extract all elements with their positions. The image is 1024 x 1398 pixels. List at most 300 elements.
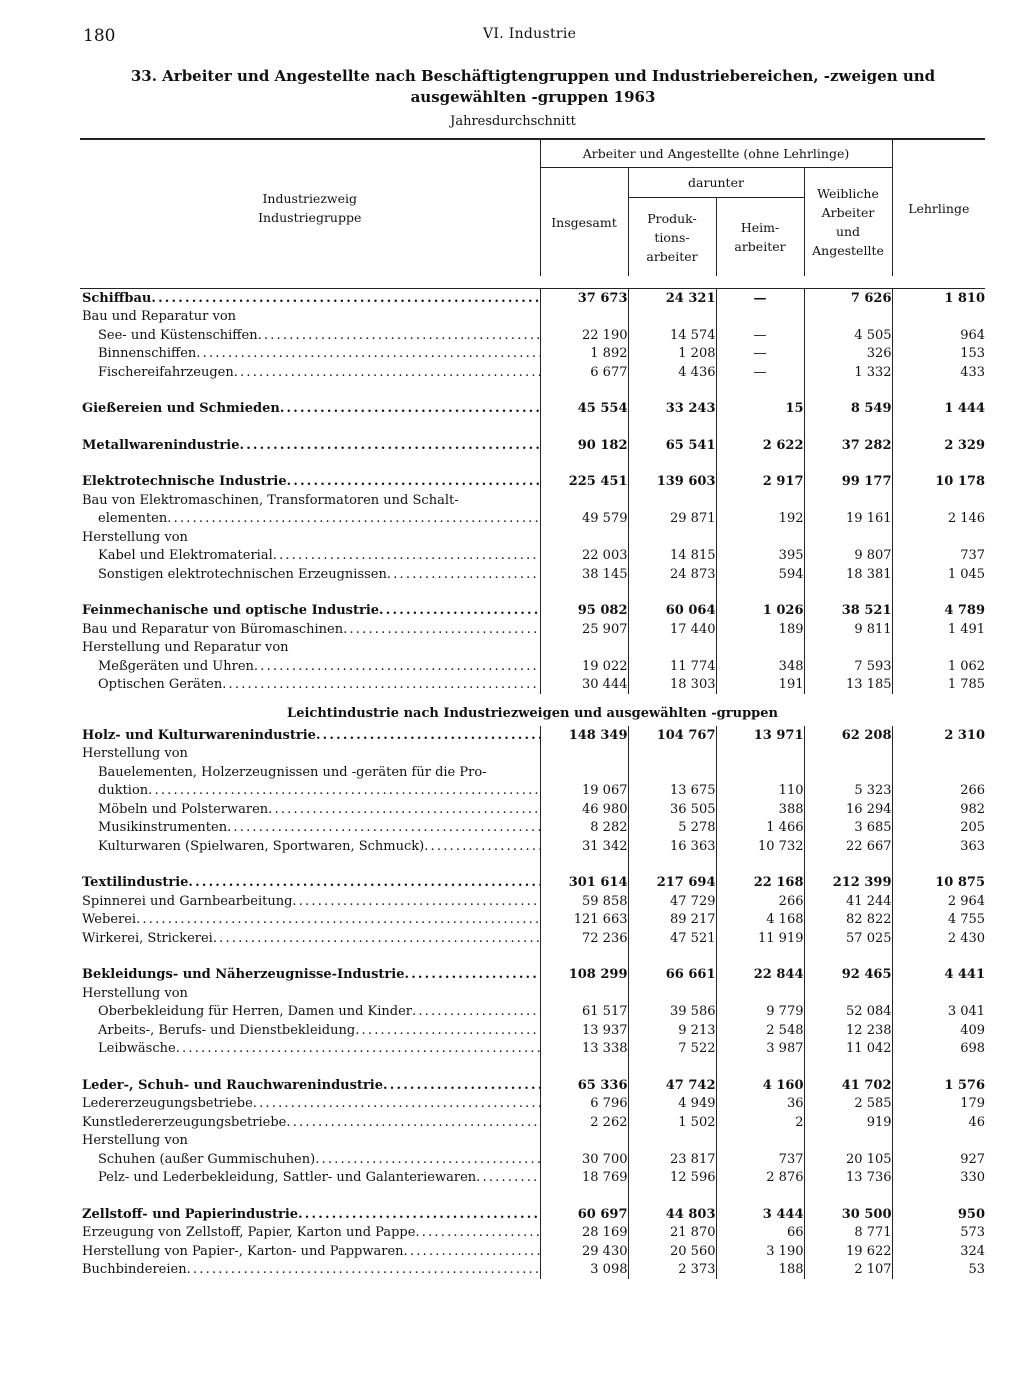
dot-leader: [298, 1206, 539, 1223]
dot-leader: [167, 510, 539, 527]
row-label-text: Herstellung von Papier-, Karton- und Pappwaren: [82, 1243, 404, 1259]
spacer-row: [80, 948, 985, 966]
row-label: [80, 1150, 540, 1169]
cell-weiblich: 4 505: [804, 326, 892, 345]
row-label: [80, 763, 540, 782]
cell-weiblich: 99 177: [804, 473, 892, 492]
dot-leader: [404, 1243, 540, 1260]
cell-produktionsarbeiter: 23 817: [628, 1150, 716, 1169]
cell-lehrlinge: 46: [892, 1113, 985, 1132]
dot-leader: [412, 1003, 540, 1020]
column-header-produktionsarbeiter: Produk- tions- arbeiter: [628, 198, 716, 277]
cell-produktionsarbeiter: 16 363: [628, 837, 716, 856]
row-label: [80, 363, 540, 382]
row-label: [80, 289, 540, 308]
dot-leader: [355, 1022, 539, 1039]
row-label-text: duktion: [98, 783, 149, 799]
row-label: [80, 1132, 540, 1151]
cell-weiblich: 38 521: [804, 602, 892, 621]
cell-insgesamt: 30 700: [540, 1150, 628, 1169]
cell-insgesamt: 59 858: [540, 892, 628, 911]
cell-lehrlinge: 2 146: [892, 510, 985, 529]
row-label-text: Sonstigen elektrotechnischen Erzeugnissen: [98, 566, 387, 582]
table-header: [80, 139, 985, 289]
spacer-row: [80, 418, 985, 436]
cell-produktionsarbeiter: 65 541: [628, 436, 716, 455]
cell-weiblich: 9 807: [804, 547, 892, 566]
cell-produktionsarbeiter: 4 436: [628, 363, 716, 382]
cell-insgesamt: 30 444: [540, 676, 628, 695]
table-row: [80, 819, 985, 838]
row-label-text: Bekleidungs- und Näherzeugnisse-Industrie: [82, 967, 405, 983]
cell-weiblich: 8 549: [804, 400, 892, 419]
cell-weiblich: 41 244: [804, 892, 892, 911]
row-label-text: Bau von Elektromaschinen, Transformatoren und Schalt-: [82, 492, 459, 508]
spacer-cell: [80, 382, 540, 400]
row-label-text: Herstellung von: [82, 529, 188, 545]
row-label: [80, 510, 540, 529]
row-label-text: Bau und Reparatur von: [82, 309, 237, 325]
row-label: [80, 745, 540, 764]
cell-heimarbeiter: 22 168: [716, 874, 804, 893]
cell-weiblich: 3 685: [804, 819, 892, 838]
cell-lehrlinge: [892, 984, 985, 1003]
row-label-text: Metallwarenindustrie: [82, 437, 240, 453]
cell-weiblich: 13 736: [804, 1169, 892, 1188]
cell-insgesamt: 95 082: [540, 602, 628, 621]
table-row: [80, 874, 985, 893]
cell-lehrlinge: 2 329: [892, 436, 985, 455]
cell-heimarbeiter: 9 779: [716, 1003, 804, 1022]
spacer-cell: [804, 1187, 892, 1205]
cell-heimarbeiter: 388: [716, 800, 804, 819]
cell-weiblich: [804, 984, 892, 1003]
page-number: 180: [83, 26, 116, 46]
row-label-text: Erzeugung von Zellstoff, Papier, Karton und Pappe: [82, 1225, 416, 1241]
table-row: [80, 547, 985, 566]
cell-lehrlinge: 2 310: [892, 726, 985, 745]
cell-insgesamt: 121 663: [540, 911, 628, 930]
spacer-cell: [628, 856, 716, 874]
table-row: [80, 326, 985, 345]
table-row: [80, 837, 985, 856]
row-label: [80, 1040, 540, 1059]
dot-leader: [188, 874, 539, 891]
table-row: [80, 676, 985, 695]
cell-produktionsarbeiter: [628, 763, 716, 782]
row-label-text: Oberbekleidung für Herren, Damen und Kinder: [98, 1004, 412, 1020]
cell-produktionsarbeiter: [628, 528, 716, 547]
spacer-cell: [716, 455, 804, 473]
row-label-text: Kulturwaren (Spielwaren, Sportwaren, Schmuck): [98, 838, 425, 854]
cell-weiblich: [804, 639, 892, 658]
cell-insgesamt: 61 517: [540, 1003, 628, 1022]
cell-heimarbeiter: 1 026: [716, 602, 804, 621]
cell-lehrlinge: [892, 1132, 985, 1151]
cell-heimarbeiter: 13 971: [716, 726, 804, 745]
spacer-cell: [716, 382, 804, 400]
dot-leader: [253, 1095, 540, 1112]
cell-heimarbeiter: —: [716, 289, 804, 308]
table-row: [80, 657, 985, 676]
column-header-heimarbeiter: Heim- arbeiter: [716, 198, 804, 277]
cell-produktionsarbeiter: 18 303: [628, 676, 716, 695]
column-group-header: Arbeiter und Angestellte (ohne Lehrlinge): [540, 139, 892, 168]
cell-insgesamt: 108 299: [540, 966, 628, 985]
cell-lehrlinge: 4 755: [892, 911, 985, 930]
cell-insgesamt: 45 554: [540, 400, 628, 419]
cell-weiblich: 92 465: [804, 966, 892, 985]
spacer-cell: [540, 1058, 628, 1076]
table-row: [80, 1132, 985, 1151]
spacer-cell: [716, 418, 804, 436]
row-label: [80, 800, 540, 819]
cell-lehrlinge: [892, 528, 985, 547]
dot-leader: [415, 1224, 539, 1241]
row-label-text: Fischereifahrzeugen: [98, 364, 234, 380]
spacer-cell: [628, 948, 716, 966]
cell-heimarbeiter: 11 919: [716, 929, 804, 948]
cell-lehrlinge: 153: [892, 345, 985, 364]
table-row: [80, 473, 985, 492]
cell-lehrlinge: 1 785: [892, 676, 985, 695]
dot-leader: [424, 838, 539, 855]
cell-heimarbeiter: 192: [716, 510, 804, 529]
spacer-cell: [628, 1058, 716, 1076]
cell-weiblich: 52 084: [804, 1003, 892, 1022]
table-row: [80, 929, 985, 948]
row-label-text: Spinnerei und Garnbearbeitung: [82, 893, 293, 909]
table-row: [80, 565, 985, 584]
spacer-cell: [80, 948, 540, 966]
cell-heimarbeiter: 36: [716, 1095, 804, 1114]
dot-leader: [383, 1077, 539, 1094]
row-label: [80, 892, 540, 911]
cell-insgesamt: [540, 763, 628, 782]
cell-heimarbeiter: [716, 984, 804, 1003]
cell-weiblich: 18 381: [804, 565, 892, 584]
row-label-text: Leder-, Schuh- und Rauchwarenindustrie: [82, 1077, 384, 1093]
spacer-cell: [716, 948, 804, 966]
row-label: [80, 400, 540, 419]
row-label-text: Möbeln und Polsterwaren: [98, 801, 269, 817]
cell-insgesamt: 22 190: [540, 326, 628, 345]
table-row: [80, 436, 985, 455]
cell-heimarbeiter: 10 732: [716, 837, 804, 856]
dot-leader: [176, 1040, 540, 1057]
cell-lehrlinge: 2 964: [892, 892, 985, 911]
cell-insgesamt: 6 796: [540, 1095, 628, 1114]
row-label: [80, 620, 540, 639]
cell-weiblich: 19 622: [804, 1242, 892, 1261]
table-body-heavy: [80, 289, 985, 695]
row-label-text: Arbeits-, Berufs- und Dienstbekleidung: [98, 1022, 356, 1038]
spacer-cell: [716, 584, 804, 602]
row-label: [80, 1021, 540, 1040]
column-header-darunter: darunter: [628, 168, 804, 198]
cell-heimarbeiter: [716, 308, 804, 327]
row-label: [80, 1095, 540, 1114]
row-label: [80, 326, 540, 345]
dot-leader: [148, 782, 539, 799]
dot-leader: [213, 930, 540, 947]
cell-heimarbeiter: 110: [716, 782, 804, 801]
table-row: [80, 763, 985, 782]
cell-lehrlinge: 10 178: [892, 473, 985, 492]
cell-lehrlinge: 3 041: [892, 1003, 985, 1022]
row-label: [80, 911, 540, 930]
spacer-cell: [628, 1187, 716, 1205]
table-row: [80, 1076, 985, 1095]
cell-produktionsarbeiter: 1 502: [628, 1113, 716, 1132]
table-row: [80, 1242, 985, 1261]
spacer-cell: [804, 455, 892, 473]
dot-leader: [196, 345, 539, 362]
row-label-text: Kunstledererzeugungsbetriebe: [82, 1114, 287, 1130]
row-label: [80, 929, 540, 948]
cell-heimarbeiter: 4 168: [716, 911, 804, 930]
cell-insgesamt: 148 349: [540, 726, 628, 745]
spacer-cell: [892, 1187, 985, 1205]
row-label-text: Pelz- und Lederbekleidung, Sattler- und Galanteriewaren: [98, 1170, 477, 1186]
cell-weiblich: 7 626: [804, 289, 892, 308]
cell-weiblich: [804, 745, 892, 764]
spacer-cell: [628, 584, 716, 602]
cell-lehrlinge: 982: [892, 800, 985, 819]
table-body-light: [80, 726, 985, 1279]
spacer-cell: [628, 382, 716, 400]
cell-insgesamt: [540, 528, 628, 547]
cell-insgesamt: 37 673: [540, 289, 628, 308]
page-header: [83, 26, 983, 50]
spacer-row: [80, 856, 985, 874]
cell-lehrlinge: 2 430: [892, 929, 985, 948]
dot-leader: [227, 819, 539, 836]
spacer-row: [80, 1187, 985, 1205]
table-row: [80, 892, 985, 911]
spacer-row: [80, 584, 985, 602]
row-label: [80, 1261, 540, 1280]
cell-insgesamt: 19 067: [540, 782, 628, 801]
spacer-cell: [628, 418, 716, 436]
cell-lehrlinge: 409: [892, 1021, 985, 1040]
table-row: [80, 1261, 985, 1280]
cell-insgesamt: 46 980: [540, 800, 628, 819]
table-row: [80, 308, 985, 327]
table-row: [80, 491, 985, 510]
row-label: [80, 547, 540, 566]
row-label-text: Meßgeräten und Uhren: [98, 658, 254, 674]
cell-produktionsarbeiter: 2 373: [628, 1261, 716, 1280]
cell-heimarbeiter: [716, 763, 804, 782]
cell-weiblich: 22 667: [804, 837, 892, 856]
cell-weiblich: 1 332: [804, 363, 892, 382]
dot-leader: [136, 911, 539, 928]
row-label: [80, 726, 540, 745]
row-label: [80, 676, 540, 695]
spacer-row: [80, 1058, 985, 1076]
cell-lehrlinge: 330: [892, 1169, 985, 1188]
row-label-text: Schuhen (außer Gummischuhen): [98, 1151, 316, 1167]
table-row: [80, 1113, 985, 1132]
section-heading: VI. Industrie: [483, 26, 577, 42]
cell-insgesamt: 19 022: [540, 657, 628, 676]
spacer-cell: [716, 1187, 804, 1205]
cell-heimarbeiter: [716, 745, 804, 764]
table-row: [80, 782, 985, 801]
table-row: [80, 966, 985, 985]
spacer-cell: [80, 856, 540, 874]
column-header-insgesamt: Insgesamt: [540, 168, 628, 277]
cell-insgesamt: 31 342: [540, 837, 628, 856]
spacer-cell: [804, 418, 892, 436]
spacer-cell: [892, 948, 985, 966]
dot-leader: [273, 547, 540, 564]
cell-weiblich: 19 161: [804, 510, 892, 529]
row-label-text: Feinmechanische und optische Industrie: [82, 603, 380, 619]
cell-insgesamt: [540, 491, 628, 510]
cell-produktionsarbeiter: [628, 491, 716, 510]
row-label-text: Gießereien und Schmieden: [82, 401, 280, 417]
cell-lehrlinge: 1 045: [892, 565, 985, 584]
cell-insgesamt: [540, 308, 628, 327]
row-label: [80, 436, 540, 455]
cell-produktionsarbeiter: 47 742: [628, 1076, 716, 1095]
column-header-industry: Industriezweig Industriegruppe: [258, 191, 362, 225]
cell-heimarbeiter: 395: [716, 547, 804, 566]
cell-produktionsarbeiter: 24 873: [628, 565, 716, 584]
spacer-row: [80, 455, 985, 473]
spacer-cell: [80, 455, 540, 473]
dot-leader: [254, 658, 540, 675]
spacer-cell: [716, 856, 804, 874]
cell-weiblich: 62 208: [804, 726, 892, 745]
cell-lehrlinge: 1 491: [892, 620, 985, 639]
cell-produktionsarbeiter: 24 321: [628, 289, 716, 308]
cell-produktionsarbeiter: 66 661: [628, 966, 716, 985]
cell-weiblich: 13 185: [804, 676, 892, 695]
cell-weiblich: 8 771: [804, 1224, 892, 1243]
cell-produktionsarbeiter: 13 675: [628, 782, 716, 801]
row-label: [80, 639, 540, 658]
cell-insgesamt: [540, 745, 628, 764]
cell-lehrlinge: [892, 639, 985, 658]
row-label: [80, 819, 540, 838]
row-label: [80, 874, 540, 893]
row-label-text: Ledererzeugungsbetriebe: [82, 1096, 253, 1112]
cell-heimarbeiter: 2: [716, 1113, 804, 1132]
spacer-cell: [80, 1058, 540, 1076]
table-row: [80, 639, 985, 658]
cell-insgesamt: 18 769: [540, 1169, 628, 1188]
table-row: [80, 1003, 985, 1022]
dot-leader: [151, 290, 539, 307]
spacer-row: [80, 382, 985, 400]
cell-produktionsarbeiter: 39 586: [628, 1003, 716, 1022]
cell-lehrlinge: 433: [892, 363, 985, 382]
spacer-cell: [628, 455, 716, 473]
cell-heimarbeiter: 3 444: [716, 1205, 804, 1224]
spacer-cell: [892, 856, 985, 874]
row-label: [80, 1076, 540, 1095]
cell-produktionsarbeiter: 5 278: [628, 819, 716, 838]
cell-heimarbeiter: 737: [716, 1150, 804, 1169]
cell-lehrlinge: 1 810: [892, 289, 985, 308]
cell-produktionsarbeiter: 14 815: [628, 547, 716, 566]
cell-insgesamt: [540, 639, 628, 658]
cell-heimarbeiter: 2 622: [716, 436, 804, 455]
cell-insgesamt: 3 098: [540, 1261, 628, 1280]
row-label: [80, 473, 540, 492]
spacer-cell: [540, 382, 628, 400]
table-row: [80, 1040, 985, 1059]
cell-weiblich: 41 702: [804, 1076, 892, 1095]
cell-produktionsarbeiter: 217 694: [628, 874, 716, 893]
cell-lehrlinge: 363: [892, 837, 985, 856]
row-label-text: Bauelementen, Holzerzeugnissen und -geräten für die Pro-: [98, 764, 487, 780]
cell-produktionsarbeiter: [628, 1132, 716, 1151]
cell-produktionsarbeiter: 12 596: [628, 1169, 716, 1188]
cell-heimarbeiter: [716, 491, 804, 510]
row-label: [80, 1003, 540, 1022]
spacer-cell: [540, 584, 628, 602]
dot-leader: [239, 437, 539, 454]
cell-produktionsarbeiter: 47 521: [628, 929, 716, 948]
table-row: [80, 726, 985, 745]
cell-lehrlinge: 53: [892, 1261, 985, 1280]
cell-weiblich: 2 585: [804, 1095, 892, 1114]
spacer-cell: [540, 455, 628, 473]
cell-weiblich: 5 323: [804, 782, 892, 801]
row-label: [80, 308, 540, 327]
cell-weiblich: 326: [804, 345, 892, 364]
row-label: [80, 1113, 540, 1132]
cell-lehrlinge: 10 875: [892, 874, 985, 893]
cell-heimarbeiter: 594: [716, 565, 804, 584]
row-label: [80, 602, 540, 621]
cell-heimarbeiter: —: [716, 363, 804, 382]
cell-heimarbeiter: 266: [716, 892, 804, 911]
row-label: [80, 1205, 540, 1224]
dot-leader: [292, 893, 539, 910]
dot-leader: [404, 966, 539, 983]
cell-heimarbeiter: 2 548: [716, 1021, 804, 1040]
cell-insgesamt: 22 003: [540, 547, 628, 566]
cell-lehrlinge: [892, 763, 985, 782]
dot-leader: [316, 727, 540, 744]
cell-produktionsarbeiter: 4 949: [628, 1095, 716, 1114]
row-label-text: Bau und Reparatur von Büromaschinen: [82, 621, 344, 637]
cell-produktionsarbeiter: 139 603: [628, 473, 716, 492]
table-row: [80, 1169, 985, 1188]
spacer-cell: [892, 418, 985, 436]
table-row: [80, 528, 985, 547]
spacer-cell: [80, 418, 540, 436]
row-label-text: Herstellung von: [82, 1133, 188, 1149]
data-table: [80, 138, 985, 1279]
spacer-cell: [892, 584, 985, 602]
dot-leader: [476, 1169, 539, 1186]
row-label: [80, 1242, 540, 1261]
spacer-cell: [540, 418, 628, 436]
row-label: [80, 1224, 540, 1243]
cell-lehrlinge: 266: [892, 782, 985, 801]
cell-weiblich: 20 105: [804, 1150, 892, 1169]
cell-heimarbeiter: 2 876: [716, 1169, 804, 1188]
cell-insgesamt: 72 236: [540, 929, 628, 948]
table-row: [80, 400, 985, 419]
row-label-text: Herstellung von: [82, 746, 188, 762]
